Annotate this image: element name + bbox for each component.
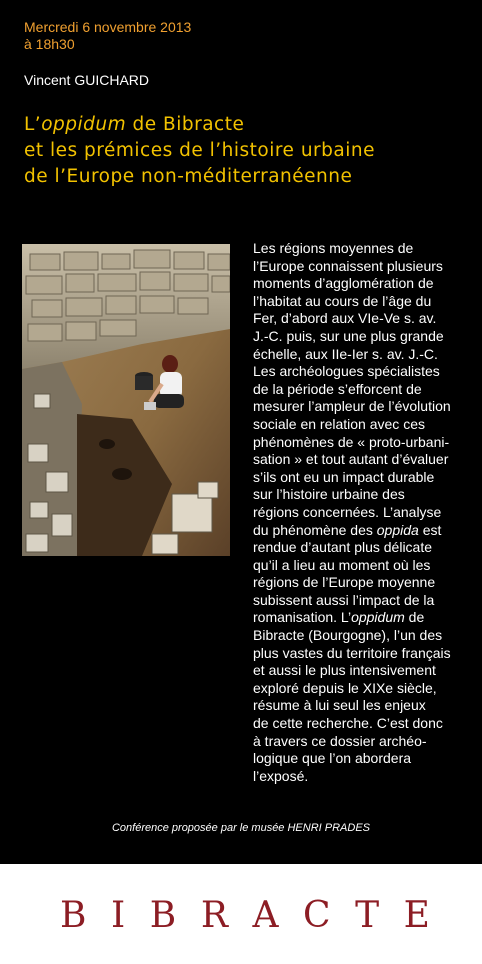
body-line: Les régions moyennes de [253, 240, 414, 256]
body-line: du phénomène des oppida est [253, 521, 442, 538]
speaker-name: Vincent GUICHARD [24, 72, 150, 88]
logo-letter: I [111, 894, 126, 936]
body-line: subissent aussi l’impact de la [253, 591, 435, 608]
title-prefix: L’ [24, 114, 42, 135]
body-line: plus vastes du territoire français [253, 644, 451, 661]
body-line: à travers ce dossier archéo- [253, 732, 427, 749]
body-text [253, 240, 453, 785]
body-line: Fer, d’abord aux VIe-Ve s. av. [253, 310, 437, 327]
body-line: régions de l’Europe moyenne [253, 574, 436, 591]
body-line: résume à lui seul les enjeux [253, 697, 426, 714]
museum-credit: Conférence proposée par le musée HENRI PRADES [111, 822, 370, 834]
body-line: J.-C. puis, sur une plus grande [253, 327, 444, 344]
body-line: s’ils ont eu un impact durable [253, 468, 435, 485]
event-time-line: à 18h30 [24, 36, 75, 52]
body-line: rendue d’autant plus délicate [253, 539, 433, 556]
event-date-line: Mercredi 6 novembre 2013 [24, 19, 192, 35]
body-line: exploré depuis le XIXe siècle, [253, 679, 437, 696]
lecture-title [24, 112, 464, 190]
body-line: Les archéologues spécialistes [253, 363, 440, 380]
logo-letter: R [200, 894, 228, 936]
logo-letter: T [355, 894, 380, 936]
body-line: qu’il a lieu au moment où les [253, 556, 431, 573]
body-line: régions concernées. L’analyse [253, 503, 442, 520]
body-line: et aussi le plus intensivement [253, 662, 436, 679]
title-suffix: de Bibracte [126, 114, 245, 135]
footer-logo-band [0, 864, 482, 964]
excavation-photo [22, 244, 230, 556]
logo-letter: A [252, 894, 279, 936]
body-line: sociale en relation avec ces [253, 415, 425, 432]
body-line: romanisation. L’oppidum de [253, 609, 425, 626]
title-line-2: et les prémices de l’histoire urbaine [24, 140, 375, 161]
title-line-3: de l’Europe non-méditerranéenne [24, 166, 353, 187]
logo-letter: C [303, 894, 331, 936]
body-line: logique que l’on abordera [253, 750, 412, 767]
body-line: de la période s’efforcent de [253, 380, 422, 397]
body-line: phénomènes de « proto-urbani- [253, 433, 450, 450]
body-line: mesurer l’ampleur de l’évolution [253, 398, 451, 415]
logo-letter: B [149, 894, 177, 936]
body-line: échelle, aux IIe-Ier s. av. J.-C. [253, 345, 438, 362]
logo-letter: B [60, 894, 87, 936]
bibracte-logo [60, 892, 430, 938]
title-oppidum: oppidum [41, 114, 127, 135]
body-line: l’Europe connaissent plusieurs [253, 257, 443, 274]
body-line: Bibracte (Bourgogne), l’un des [253, 627, 443, 644]
body-line: l’exposé. [253, 767, 309, 784]
body-line: moments d’agglomération de [253, 275, 434, 292]
body-line: de cette recherche. C’est donc [253, 715, 443, 732]
logo-letter: E [403, 894, 430, 936]
body-line: l’habitat au cours de l’âge du [253, 292, 432, 309]
event-date [24, 19, 191, 53]
body-line: sur l’histoire urbaine des [253, 486, 405, 503]
body-line: sation » et tout autant d’évaluer [253, 451, 449, 468]
title-line-1 [24, 112, 464, 138]
